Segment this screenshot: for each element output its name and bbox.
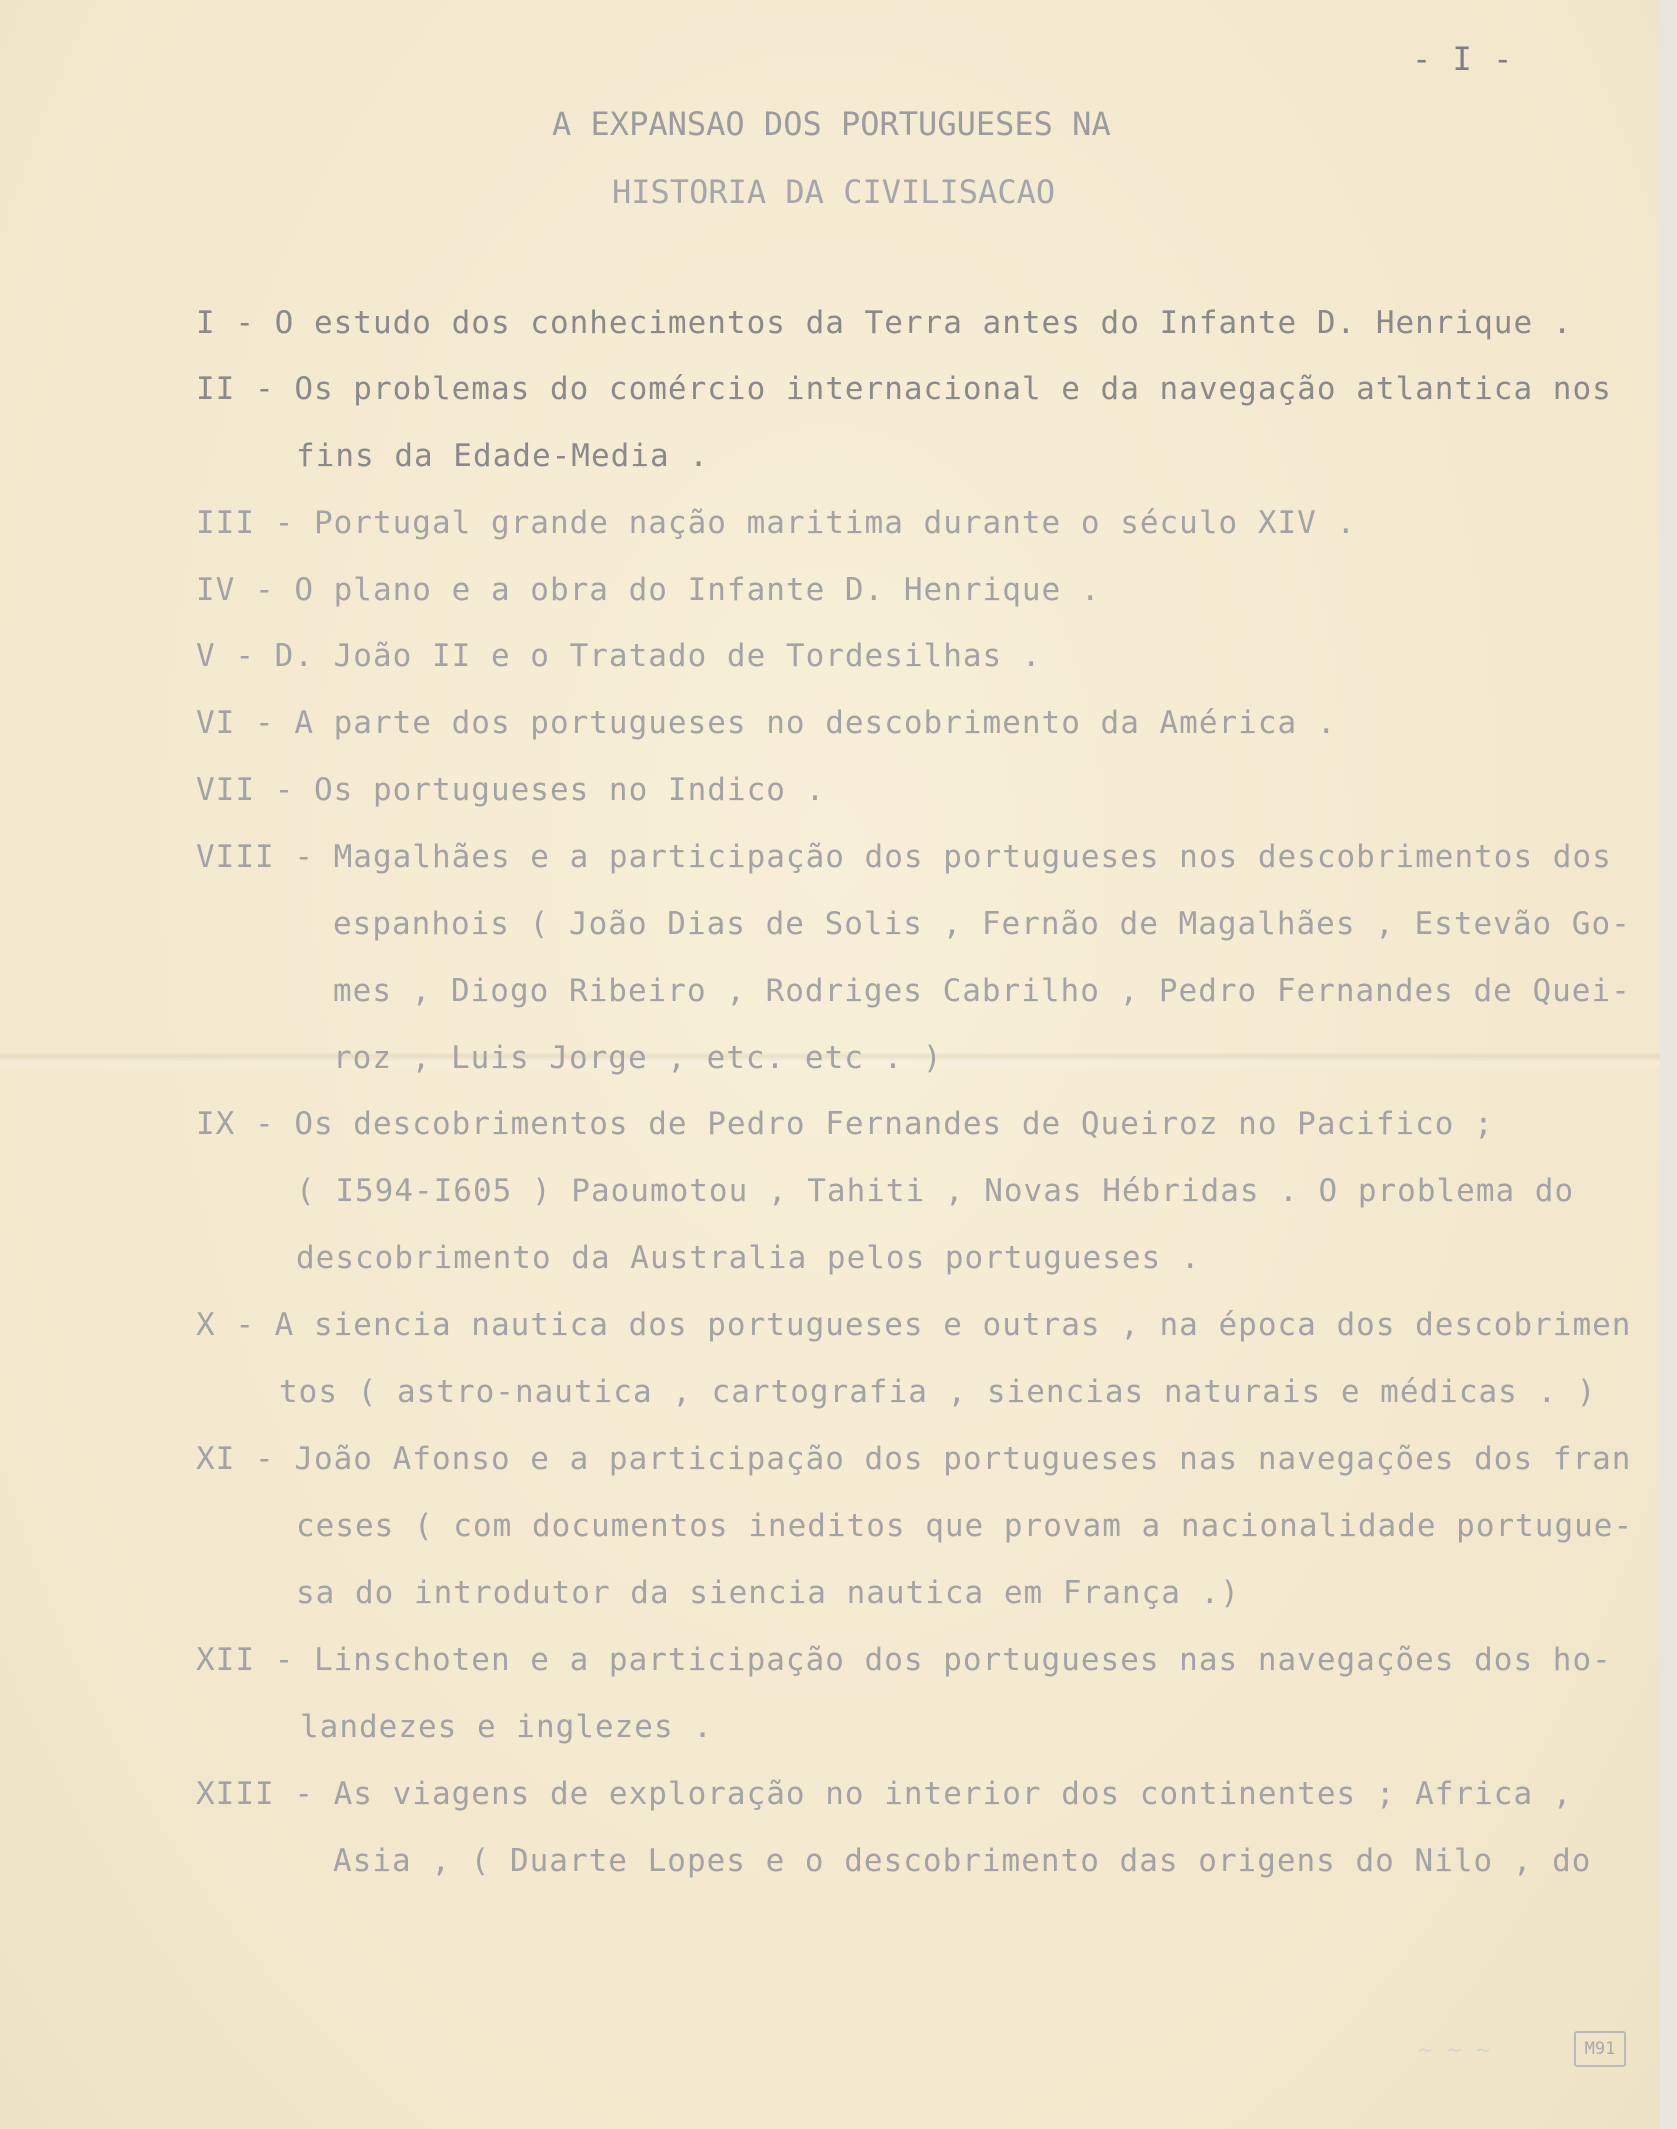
chapter-line: IV - O plano e a obra do Infante D. Henrique . bbox=[196, 572, 1101, 608]
chapter-line: I - O estudo dos conhecimentos da Terra antes do Infante D. Henrique . bbox=[196, 305, 1573, 341]
chapter-line-continuation: mes , Diogo Ribeiro , Rodriges Cabrilho , Pedro Fernandes de Quei- bbox=[333, 973, 1631, 1009]
document-title-line-1: A EXPANSAO DOS PORTUGUESES NA bbox=[552, 105, 1111, 143]
chapter-line: V - D. João II e o Tratado de Tordesilhas . bbox=[196, 638, 1042, 674]
chapter-line: IX - Os descobrimentos de Pedro Fernandes de Queiroz no Pacifico ; bbox=[196, 1106, 1494, 1142]
chapter-line: VIII - Magalhães e a participação dos portugueses nos descobrimentos dos bbox=[196, 839, 1612, 875]
chapter-line-continuation: landezes e inglezes . bbox=[300, 1709, 713, 1745]
chapter-line-continuation: ( I594-I605 ) Paoumotou , Tahiti , Novas Hébridas . O problema do bbox=[296, 1173, 1575, 1209]
chapter-line-continuation: fins da Edade-Media . bbox=[296, 438, 709, 474]
chapter-line: XII - Linschoten e a participação dos portugueses nas navegações dos ho- bbox=[196, 1642, 1612, 1678]
document-title-line-2: HISTORIA DA CIVILISACAO bbox=[612, 173, 1056, 211]
chapter-line: II - Os problemas do comércio internacional e da navegação atlantica nos bbox=[196, 371, 1612, 407]
chapter-line: VII - Os portugueses no Indico . bbox=[196, 772, 826, 808]
background-edge bbox=[1660, 0, 1677, 2129]
page-number: - I - bbox=[1412, 40, 1514, 78]
chapter-line-continuation: roz , Luis Jorge , etc. etc . ) bbox=[333, 1040, 943, 1076]
chapter-line-continuation: Asia , ( Duarte Lopes e o descobrimento das origens do Nilo , do bbox=[333, 1843, 1592, 1879]
chapter-line-continuation: espanhois ( João Dias de Solis , Fernão de Magalhães , Estevão Go- bbox=[333, 906, 1631, 942]
faded-mark: ~ ~ ~ bbox=[1418, 2036, 1491, 2064]
chapter-line-continuation: tos ( astro-nautica , cartografia , siencias naturais e médicas . ) bbox=[279, 1374, 1597, 1410]
chapter-line: VI - A parte dos portugueses no descobrimento da América . bbox=[196, 705, 1337, 741]
chapter-line: XI - João Afonso e a participação dos portugueses nas navegações dos fran bbox=[196, 1441, 1632, 1477]
chapter-line: XIII - As viagens de exploração no interior dos continentes ; Africa , bbox=[196, 1776, 1573, 1812]
archive-stamp: M91 bbox=[1574, 2031, 1626, 2067]
chapter-line: III - Portugal grande nação maritima durante o século XIV . bbox=[196, 505, 1357, 541]
chapter-line-continuation: sa do introdutor da siencia nautica em França .) bbox=[296, 1575, 1240, 1611]
chapter-line-continuation: ceses ( com documentos ineditos que provam a nacionalidade portugue- bbox=[296, 1508, 1634, 1544]
chapter-line-continuation: descobrimento da Australia pelos portugueses . bbox=[296, 1240, 1201, 1276]
chapter-line: X - A siencia nautica dos portugueses e outras , na época dos descobrimen bbox=[196, 1307, 1632, 1343]
